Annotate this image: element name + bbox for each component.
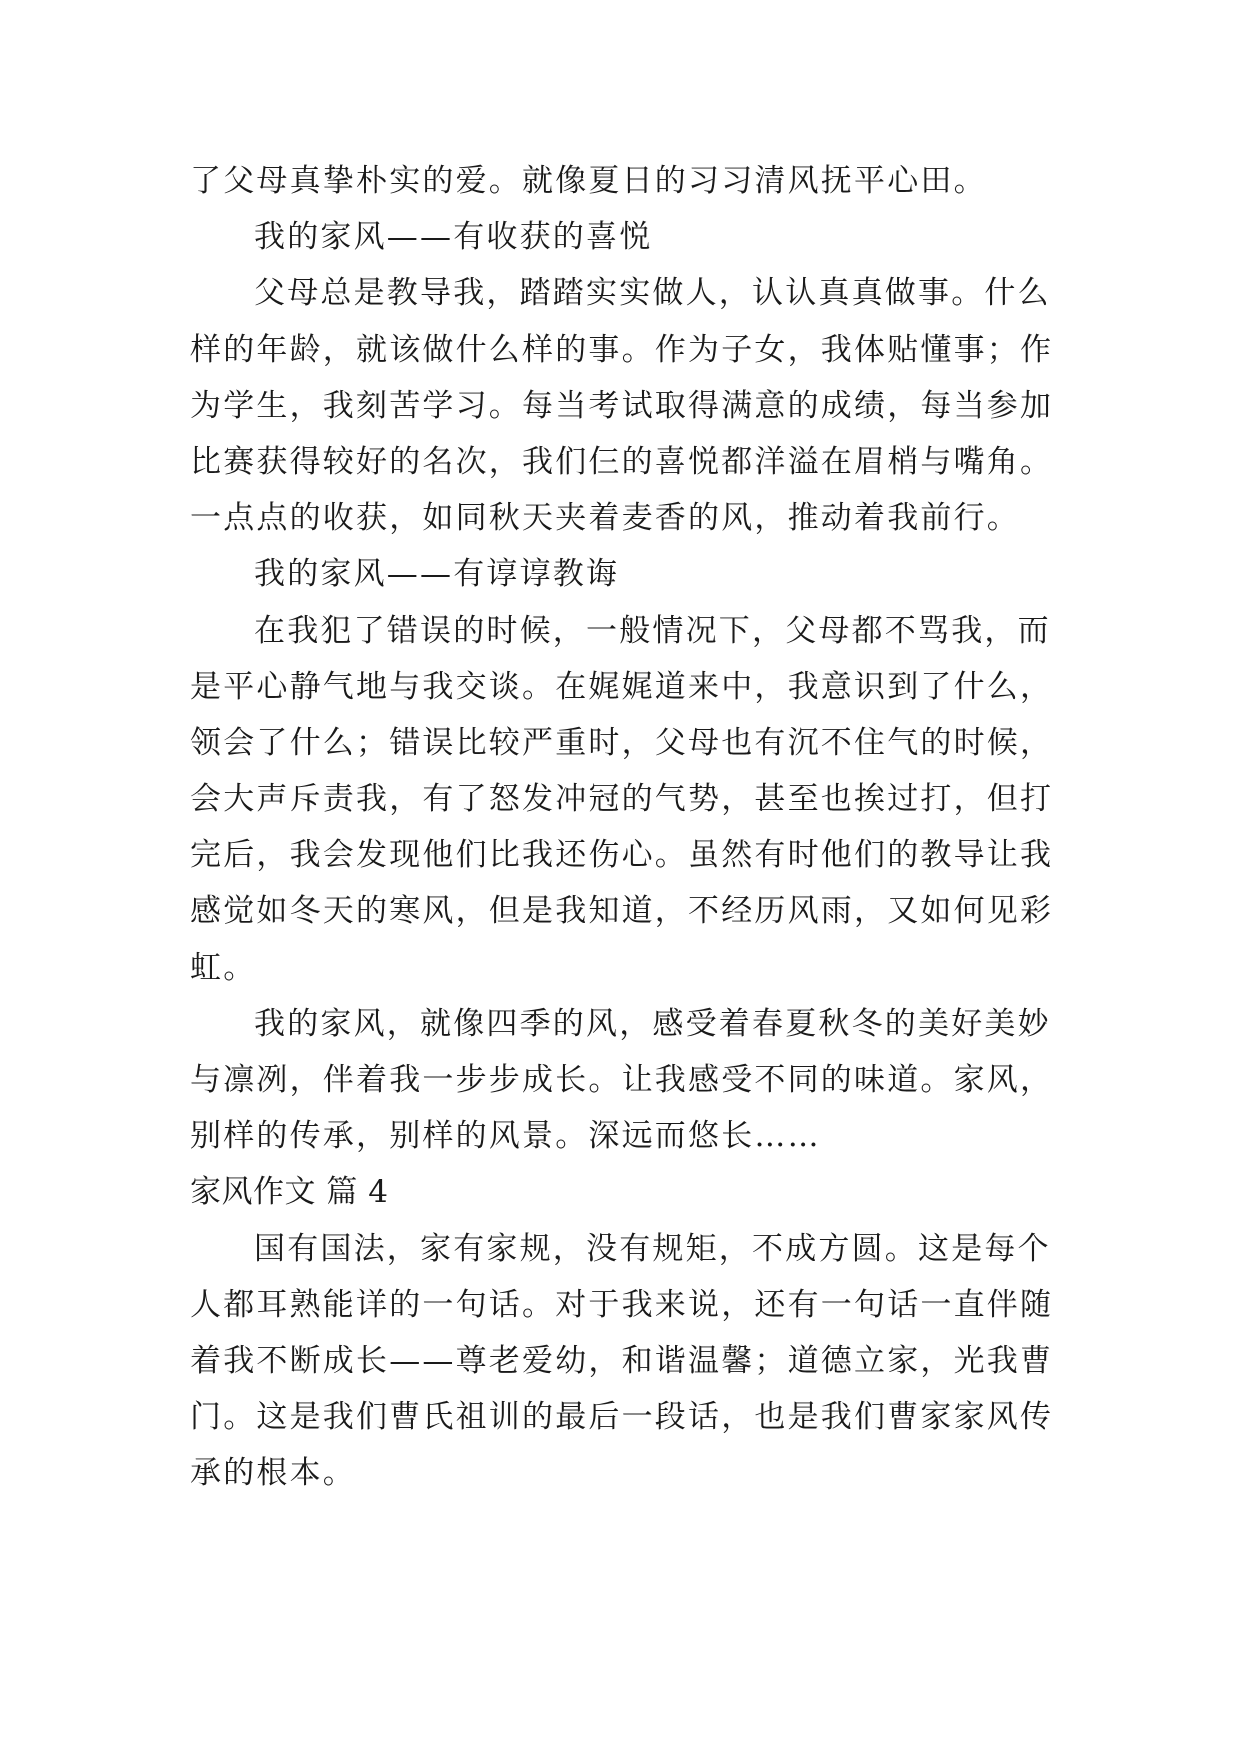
section-heading: 我的家风——有谆谆教诲 xyxy=(254,556,620,593)
text-line: 我的家风，就像四季的风，感受着春夏秋冬的美好美妙 xyxy=(254,1005,1051,1042)
text-line: 完后，我会发现他们比我还伤心。虽然有时他们的教导让我 xyxy=(190,837,1054,874)
text-line: 是平心静气地与我交谈。在娓娓道来中，我意识到了什么， xyxy=(190,668,1054,705)
text-line: 比赛获得较好的名次，我们仨的喜悦都洋溢在眉梢与嘴角。 xyxy=(190,443,1054,480)
text-line: 会大声斥责我，有了怒发冲冠的气势，甚至也挨过打，但打 xyxy=(190,781,1054,818)
text-line: 样的年龄，就该做什么样的事。作为子女，我体贴懂事；作 xyxy=(190,331,1054,368)
text-line: 父母总是教导我，踏踏实实做人，认认真真做事。什么 xyxy=(254,275,1051,312)
essay-title: 家风作文 篇 4 xyxy=(190,1174,389,1211)
text-line: 着我不断成长——尊老爱幼，和谐温馨；道德立家，光我曹 xyxy=(190,1342,1054,1379)
essay-body xyxy=(190,153,1070,1502)
text-line: 在我犯了错误的时候，一般情况下，父母都不骂我，而 xyxy=(254,612,1051,649)
text-line: 人都耳熟能详的一句话。对于我来说，还有一句话一直伴随 xyxy=(190,1286,1054,1323)
text-line: 别样的传承，别样的风景。深远而悠长…… xyxy=(190,1118,821,1155)
text-line: 为学生，我刻苦学习。每当考试取得满意的成绩，每当参加 xyxy=(190,387,1054,424)
section-heading: 我的家风——有收获的喜悦 xyxy=(254,219,653,256)
text-line: 与凛冽，伴着我一步步成长。让我感受不同的味道。家风， xyxy=(190,1062,1054,1098)
text-line: 门。这是我们曹氏祖训的最后一段话，也是我们曹家家风传 xyxy=(190,1399,1054,1436)
text-line: 领会了什么；错误比较严重时，父母也有沉不住气的时候， xyxy=(190,724,1054,761)
text-line: 虹。 xyxy=(190,949,257,986)
text-line: 一点点的收获，如同秋天夹着麦香的风，推动着我前行。 xyxy=(190,500,1020,537)
text-line: 感觉如冬天的寒风，但是我知道，不经历风雨，又如何见彩 xyxy=(190,893,1054,930)
text-line: 承的根本。 xyxy=(190,1455,356,1492)
text-line: 了父母真挚朴实的爱。就像夏日的习习清风抚平心田。 xyxy=(190,163,987,199)
text-line: 国有国法，家有家规，没有规矩，不成方圆。这是每个 xyxy=(254,1230,1051,1267)
